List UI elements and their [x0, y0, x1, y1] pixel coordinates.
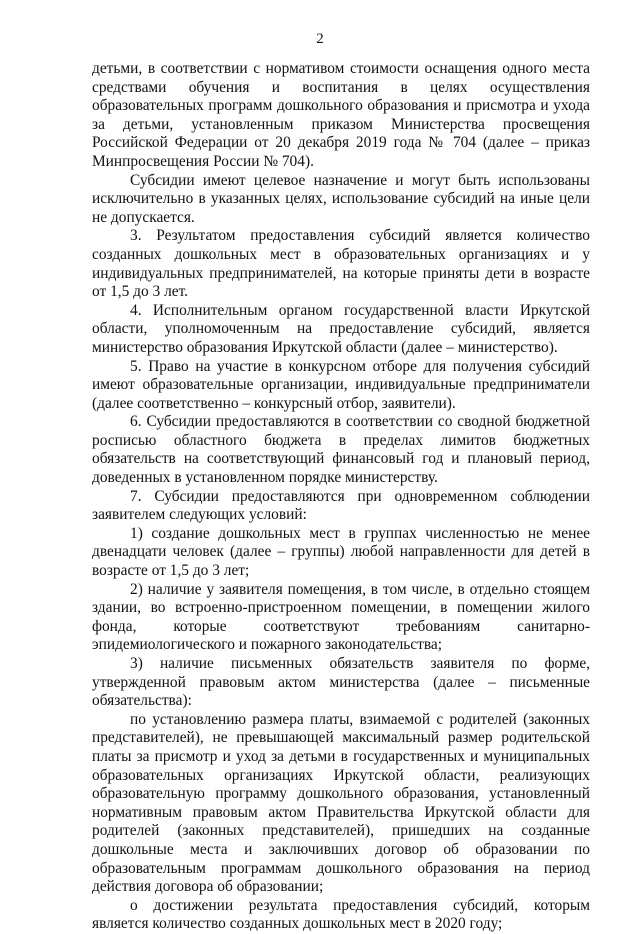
paragraph: Субсидии имеют целевое назначение и могут быть использованы исключительно в указанных целях, использование субсидий на иные цели не допускается.	[92, 171, 590, 226]
paragraph: 6. Субсидии предоставляются в соответствии со сводной бюджетной росписью областного бюджета в пределах лимитов бюджетных обязательств на соответствующий финансовый год и плановый период, доведенных в установленном порядке министерству.	[92, 413, 590, 487]
paragraph: 3. Результатом предоставления субсидий является количество созданных дошкольных мест в образовательных организациях и у индивидуальных предпринимателей, на которые приняты дети в возрасте от 1,5 до 3 лет.	[92, 227, 590, 301]
paragraph: по установлению размера платы, взимаемой с родителей (законных представителей), не превышающей максимальный размер родительской платы за присмотр и уход за детьми в государственных и муниципальных образовательных организациях Иркутской области, реализующих образовательную программу дошкольного образования, установленный нормативным правовым актом Правительства Иркутской области для родителей (законных представителей), пришедших на созданные дошкольные места и заключивших договор об образовании по образовательным программам дошкольного образования на период действия договора об образовании;	[92, 710, 590, 896]
paragraph: 3) наличие письменных обязательств заявителя по форме, утвержденной правовым актом министерства (далее – письменные обязательства):	[92, 655, 590, 710]
paragraph: 7. Субсидии предоставляются при одновременном соблюдении заявителем следующих условий:	[92, 487, 590, 524]
paragraph: детьми, в соответствии с нормативом стоимости оснащения одного места средствами обучения и воспитания в целях осуществления образовательных программ дошкольного образования и присмотра и ухода за детьми, установленным приказом Министерства просвещения Российской Федерации от 20 декабря 2019 года № 704 (далее – приказ Минпросвещения России № 704).	[92, 60, 590, 170]
paragraph: о достижении результата предоставления субсидий, которым является количество созданных дошкольных мест в 2020 году;	[92, 896, 590, 933]
paragraph: 1) создание дошкольных мест в группах численностью не менее двенадцати человек (далее – группы) любой направленности для детей в возрасте от 1,5 до 3 лет;	[92, 524, 590, 580]
paragraph: 5. Право на участие в конкурсном отборе для получения субсидий имеют образовательные организации, индивидуальные предприниматели (далее соответственно – конкурсный отбор, заявители).	[92, 357, 590, 412]
paragraph: 4. Исполнительным органом государственной власти Иркутской области, уполномоченным на предоставление субсидий, является министерство образования Иркутской области (далее – министерство).	[92, 301, 590, 356]
page-number: 2	[316, 31, 324, 47]
document-body	[92, 60, 590, 934]
paragraph: 2) наличие у заявителя помещения, в том числе, в отдельно стоящем здании, во встроенно-пристроенном помещении, в помещении жилого фонда, которые соответствуют требованиям санитарно-эпидемиологического и пожарного законодательства;	[92, 580, 590, 654]
